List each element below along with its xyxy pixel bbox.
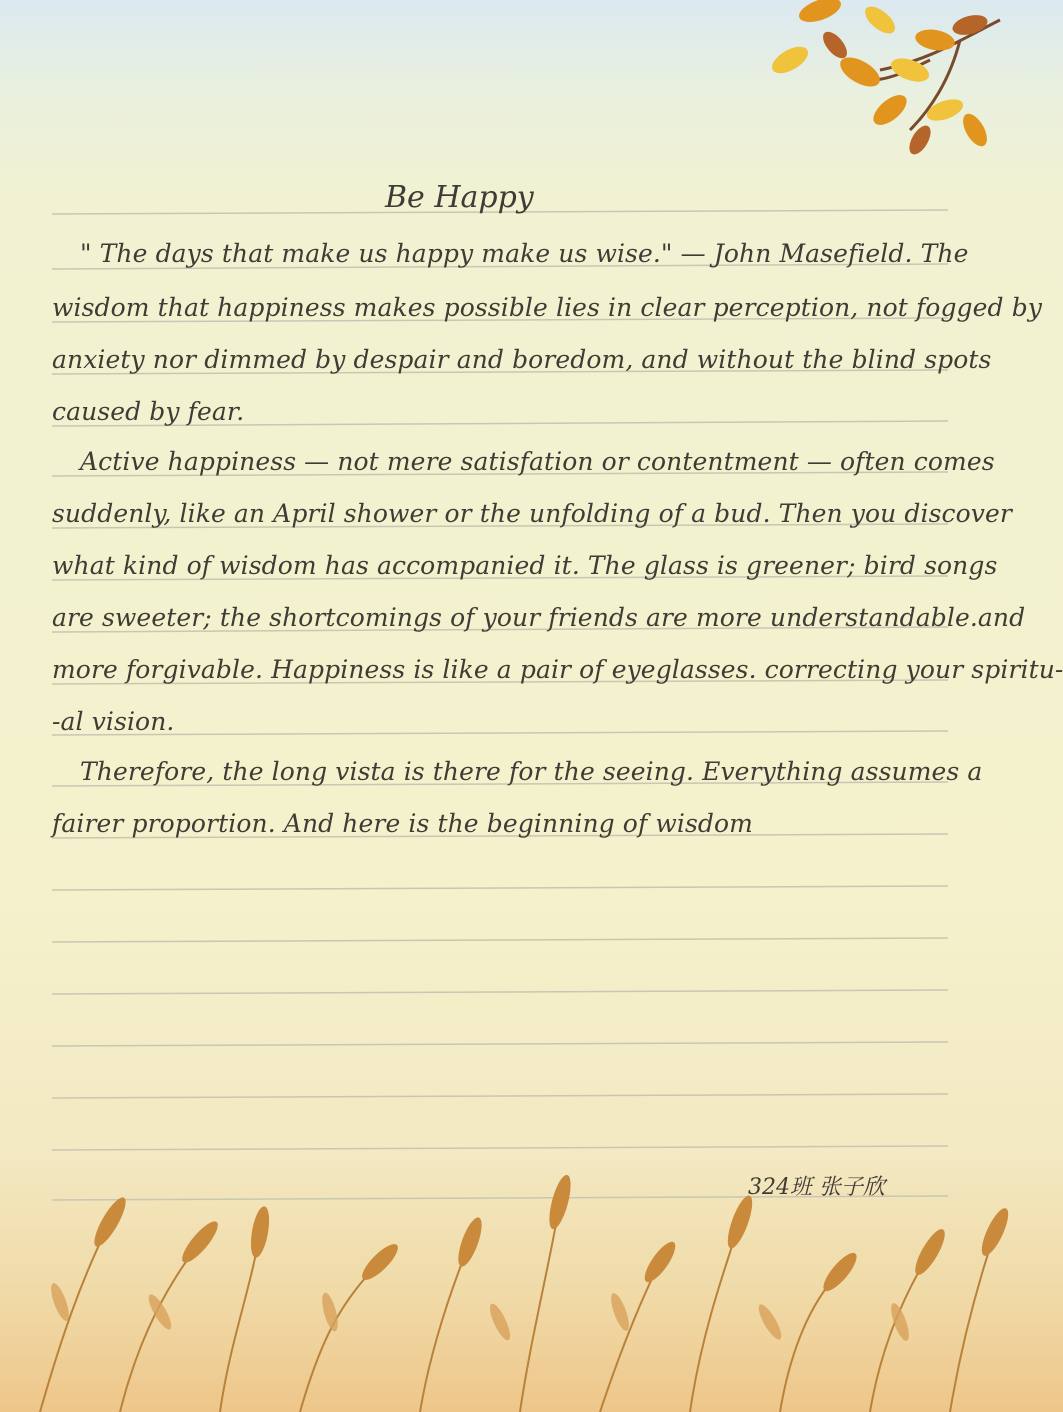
text-line: Therefore, the long vista is there for the seeing. Everything assumes a	[80, 757, 983, 786]
text-line: suddenly, like an April shower or the unfolding of a bud. Then you discover	[52, 499, 1012, 528]
text-line: anxiety nor dimmed by despair and boredom, and without the blind spots	[52, 345, 992, 374]
text-line: fairer proportion. And here is the beginning of wisdom	[52, 809, 753, 838]
text-line: " The days that make us happy make us wise." — John Masefield. The	[80, 239, 969, 268]
text-line: more forgivable. Happiness is like a pair of eyeglasses. correcting your spiritu-	[52, 655, 1063, 684]
text-line: -al vision.	[52, 707, 175, 736]
text-line: caused by fear.	[52, 397, 245, 426]
text-line: Active happiness — not mere satisfation or contentment — often comes	[80, 447, 995, 476]
text-line: what kind of wisdom has accompanied it. The glass is greener; bird songs	[52, 551, 998, 580]
text-line: are sweeter; the shortcomings of your friends are more understandable.and	[52, 603, 1026, 632]
signature: 324班 张子欣	[748, 1175, 885, 1200]
text-line: wisdom that happiness makes possible lies in clear perception, not fogged by	[52, 293, 1043, 322]
essay-title: Be Happy	[385, 180, 534, 215]
